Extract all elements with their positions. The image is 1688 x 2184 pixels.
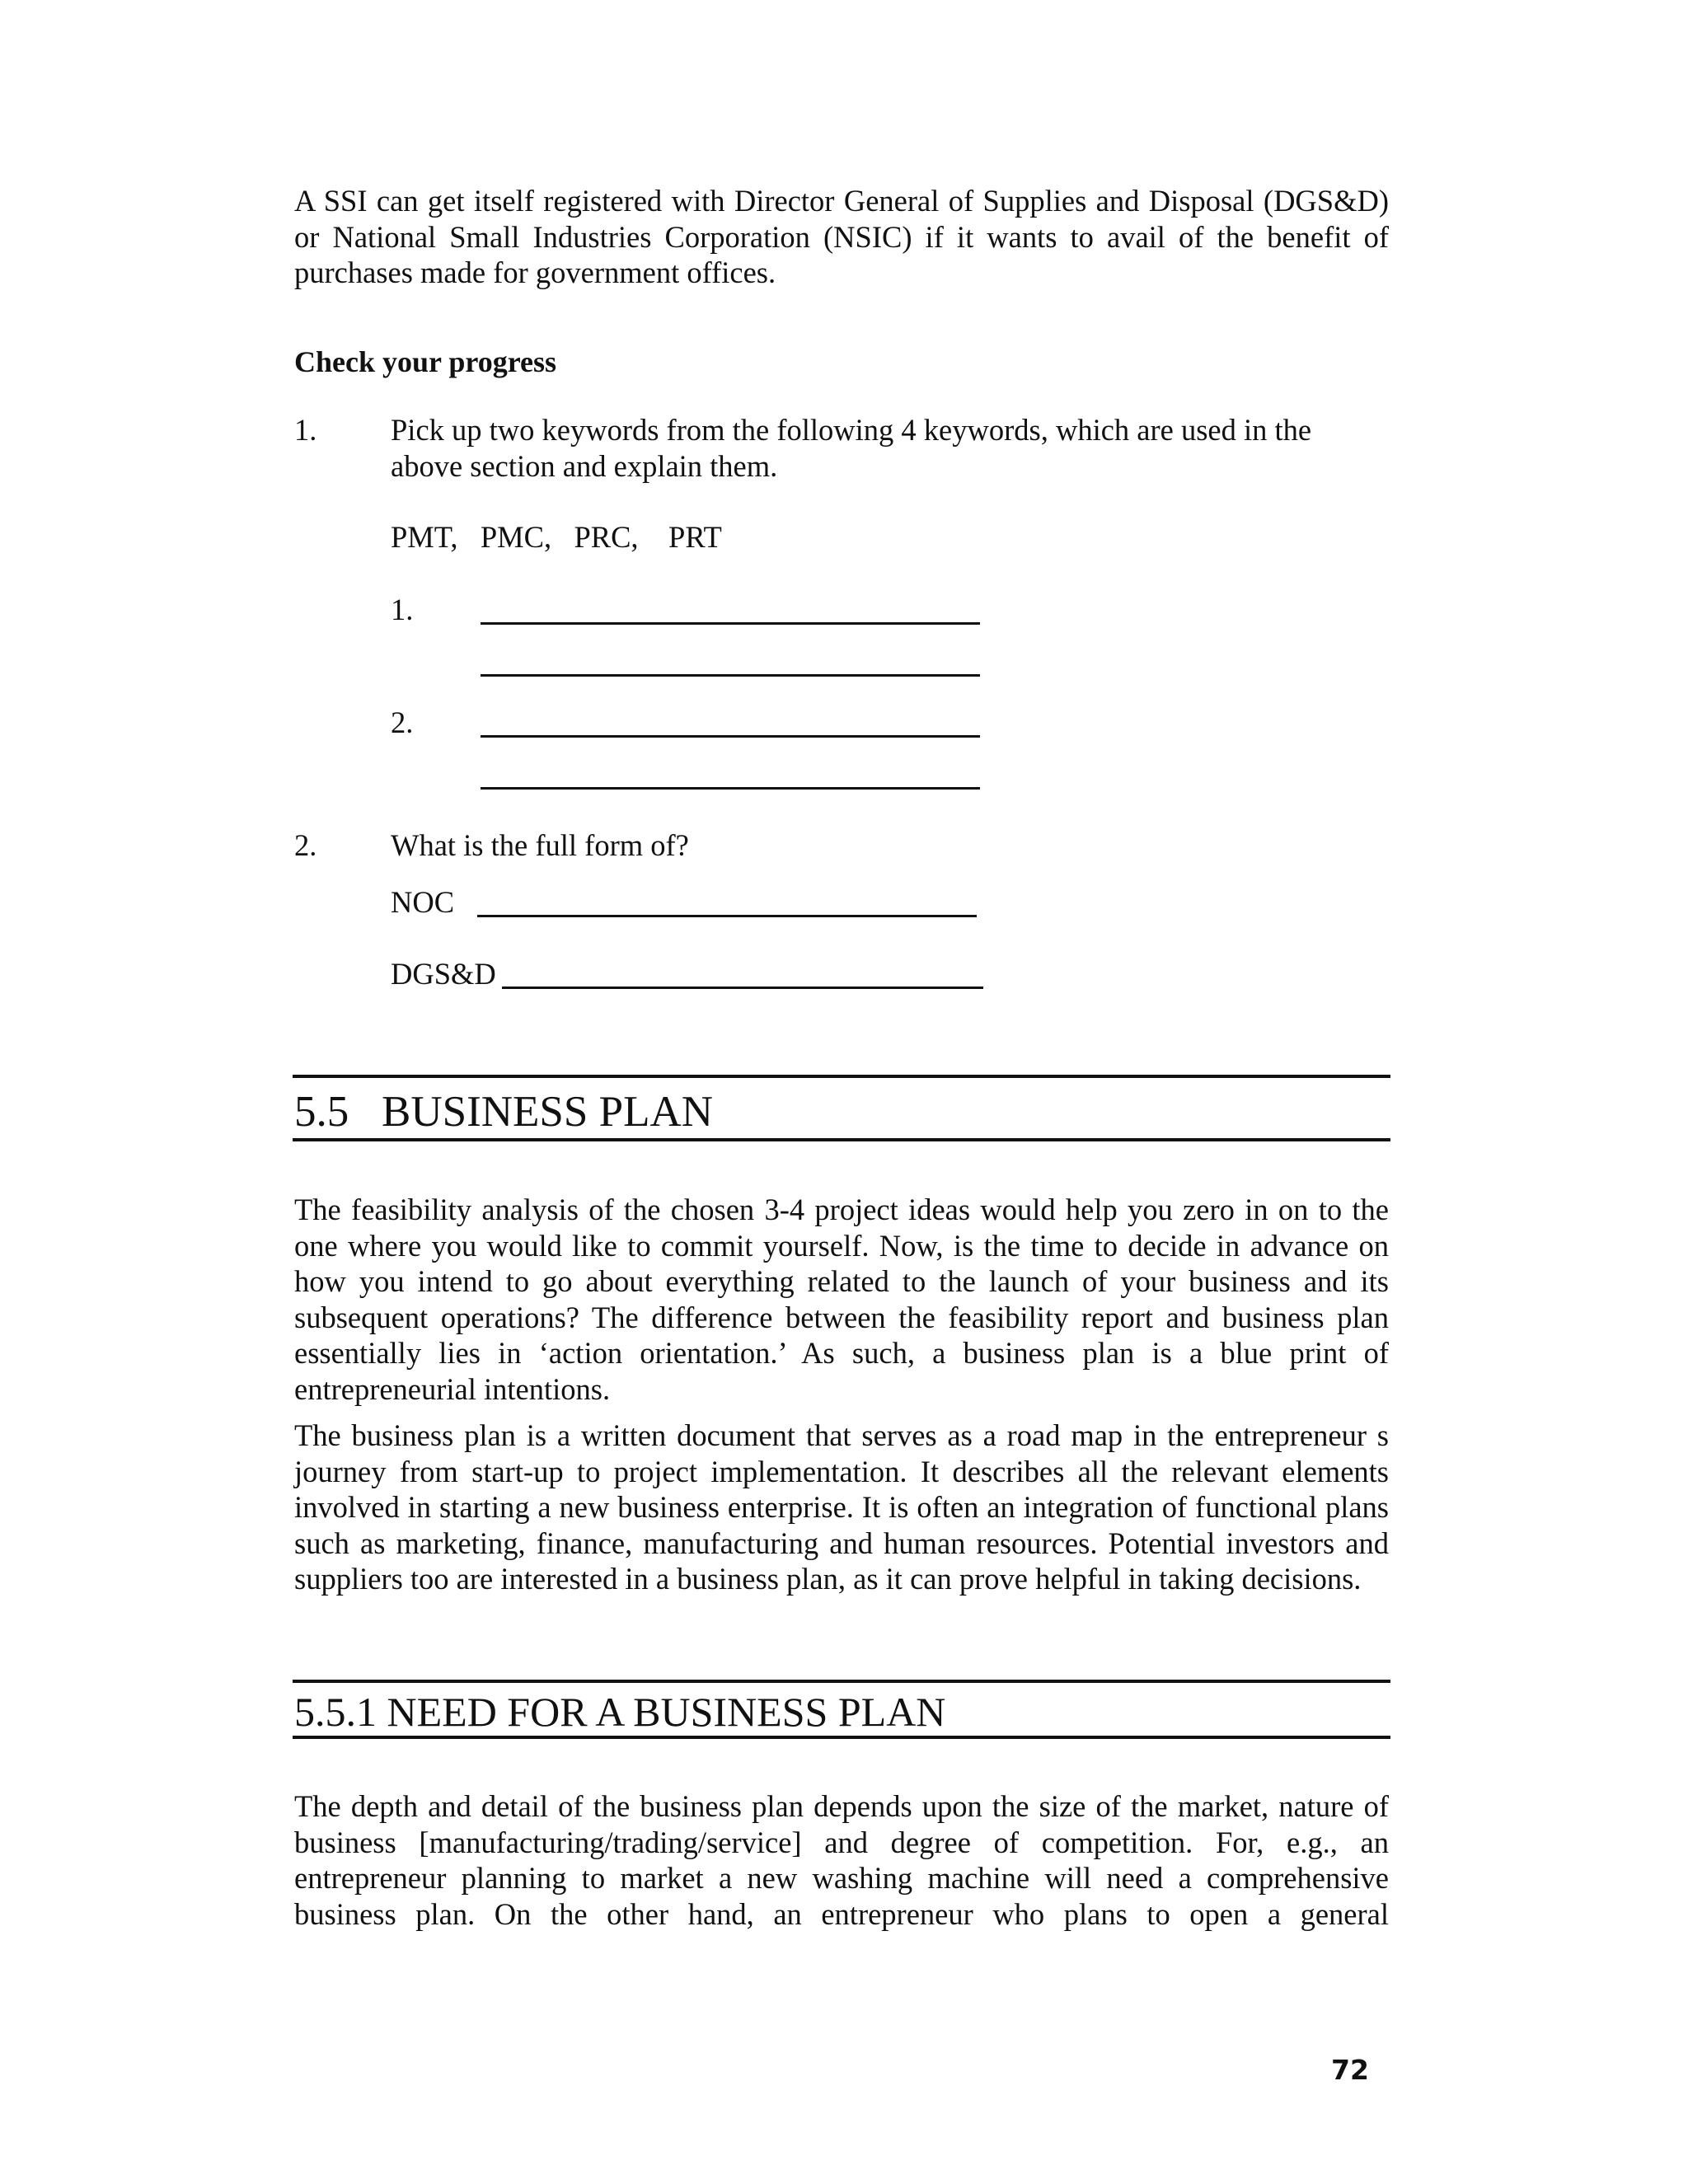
section-5-5-1-heading: 5.5.1 NEED FOR A BUSINESS PLAN (294, 1689, 946, 1735)
section-5-5-heading: 5.5 BUSINESS PLAN (294, 1088, 714, 1136)
section-5-5-bottom-rule (293, 1138, 1390, 1141)
answer-1-line-2[interactable] (481, 674, 980, 677)
section-5-5-paragraph-1: The feasibility analysis of the chosen 3-4 project ideas would help you zero in on to the one where you would like to commit yourself. Now, is the time to decide in advance on how you intend to go about everything related to the launch of your business and its subsequent operations? The difference between the feasibility report and business plan essentially lies in ‘action orientation.’ As such, a business plan is a blue print of entrepreneurial intentions. (294, 1193, 1389, 1406)
section-5-5-paragraph-2: The business plan is a written document that serves as a road map in the entrepreneur s journey from start-up to project implementation. It describes all the relevant elements involved in starting a new business enterprise. It is often an integration of functional plans such as marketing, finance, manufacturing and human resources. Potential investors and suppliers too are interested in a business plan, as it can prove helpful in taking decisions. (294, 1418, 1389, 1596)
answer-2-line-1[interactable] (481, 735, 980, 738)
answer-1-number: 1. (391, 593, 414, 626)
section-5-5-top-rule (293, 1075, 1390, 1078)
intro-paragraph: A SSI can get itself registered with Director General of Supplies and Disposal (DGS&D) or National Small Industries Corporation (NSIC) if it wants to avail of the benefit of purchases made for government offices. (294, 184, 1389, 289)
question-1-text: Pick up two keywords from the following 4 keywords, which are used in the above section and explain them. (391, 413, 1312, 483)
page-number: 72 (1331, 2054, 1369, 2086)
section-5-5-1-paragraph: The depth and detail of the business plan depends upon the size of the market, nature of business [manufacturing/trading/service] and degree of competition. For, e.g., an entrepreneur planning to market a new washing machine will need a comprehensive business plan. On the other hand, an entrepreneur who plans to open a general (294, 1789, 1389, 1931)
section-5-5-1-top-rule (293, 1680, 1390, 1683)
answer-2-line-2[interactable] (481, 787, 980, 790)
question-1-number: 1. (294, 413, 317, 447)
question-2-number: 2. (294, 828, 317, 862)
answer-2-number: 2. (391, 705, 414, 739)
check-progress-heading: Check your progress (294, 345, 557, 378)
section-5-5-1-bottom-rule (293, 1736, 1390, 1739)
dgsd-label: DGS&D (391, 957, 496, 991)
answer-1-line-1[interactable] (481, 622, 980, 625)
keywords-list: PMT, PMC, PRC, PRT (391, 520, 722, 554)
noc-label: NOC (391, 885, 455, 919)
question-2-text: What is the full form of? (391, 828, 689, 862)
dgsd-answer-line[interactable] (502, 987, 983, 989)
noc-answer-line[interactable] (477, 915, 977, 917)
